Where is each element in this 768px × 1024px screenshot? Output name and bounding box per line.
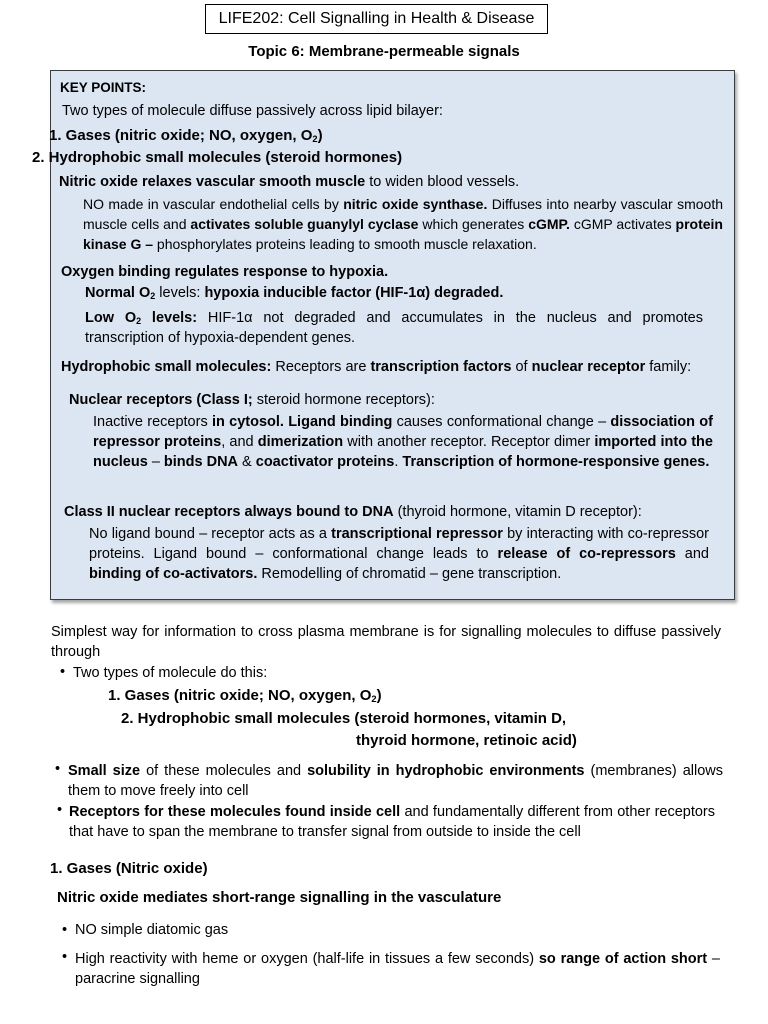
- nuclear-receptors-heading: Nuclear receptors (Class I; steroid hormone receptors):: [69, 392, 435, 408]
- body-hydrophobic-item-line2: thyroid hormone, retinoic acid): [356, 732, 577, 749]
- key-points-intro: Two types of molecule diffuse passively across lipid bilayer:: [62, 103, 443, 119]
- key-points-heading: KEY POINTS:: [60, 80, 147, 95]
- class2-paragraph: No ligand bound – receptor acts as a transcriptional repressor by interacting with co-repressor proteins. Ligand bound – conformational change leads to release of co-repressors and binding of co-activators. Remodelling of chromatid – gene transcription.: [89, 526, 709, 582]
- body-gases-item: 1. Gases (nitric oxide; NO, oxygen, $O_2$): [108, 687, 382, 704]
- body-hydrophobic-item-line1: 2. Hydrophobic small molecules (steroid hormones, vitamin D,: [121, 710, 567, 727]
- oxygen-low-levels: Low $O_2$ levels: HIF-1α not degraded and accumulates in the nucleus and promotes transcription of hypoxia-dependent genes.: [85, 310, 703, 346]
- list-item: • NO simple diatomic gas: [62, 922, 229, 938]
- list-item: • Receptors for these molecules found inside cell and fundamentally different from other receptors that have to span the membrane to transfer signal from outside to inside the cell: [57, 802, 716, 840]
- course-title: LIFE202: Cell Signalling in Health & Disease: [205, 4, 548, 34]
- no-heading: Nitric oxide relaxes vascular smooth muscle to widen blood vessels.: [59, 174, 520, 190]
- section-heading-gases: 1. Gases (Nitric oxide): [50, 860, 208, 877]
- oxygen-normal-levels: Normal $O_2$ levels: hypoxia inducible factor (HIF-1α) degraded.: [85, 285, 504, 301]
- oxygen-heading: Oxygen binding regulates response to hypoxia.: [61, 264, 389, 280]
- topic-title: Topic 6: Membrane-permeable signals: [248, 43, 520, 60]
- body-intro: Simplest way for information to cross plasma membrane is for signalling molecules to diffuse passively through: [51, 624, 721, 660]
- list-item: • Two types of molecule do this:: [60, 664, 268, 681]
- section-subheading-no: Nitric oxide mediates short-range signalling in the vasculature: [57, 889, 502, 906]
- nuclear-receptors-paragraph: Inactive receptors in cytosol. Ligand binding causes conformational change – dissociation of repressor proteins, and dimerization with another receptor. Receptor dimer imported into the nucleus – binds DNA & coactivator proteins. Transcription of hormone-responsive genes.: [93, 414, 713, 470]
- key-points-item-gases: 1. Gases (nitric oxide; NO, oxygen, $O_2$): [49, 127, 323, 144]
- hydrophobic-heading: Hydrophobic small molecules: Receptors are transcription factors of nuclear receptor family:: [61, 359, 692, 375]
- key-points-item-hydrophobic: 2. Hydrophobic small molecules (steroid hormones): [32, 149, 403, 166]
- list-item: • High reactivity with heme or oxygen (half-life in tissues a few seconds) so range of action short – paracrine signalling: [62, 949, 720, 987]
- no-paragraph: NO made in vascular endothelial cells by nitric oxide synthase. Diffuses into nearby vascular smooth muscle cells and activates soluble guanylyl cyclase which generates cGMP. cGMP activates protein kinase G – phosphorylates proteins leading to smooth muscle relaxation.: [83, 196, 723, 252]
- class2-heading: Class II nuclear receptors always bound to DNA (thyroid hormone, vitamin D receptor):: [64, 504, 642, 520]
- list-item: • Small size of these molecules and solubility in hydrophobic environments (membranes) allows them to move freely into cell: [55, 761, 723, 799]
